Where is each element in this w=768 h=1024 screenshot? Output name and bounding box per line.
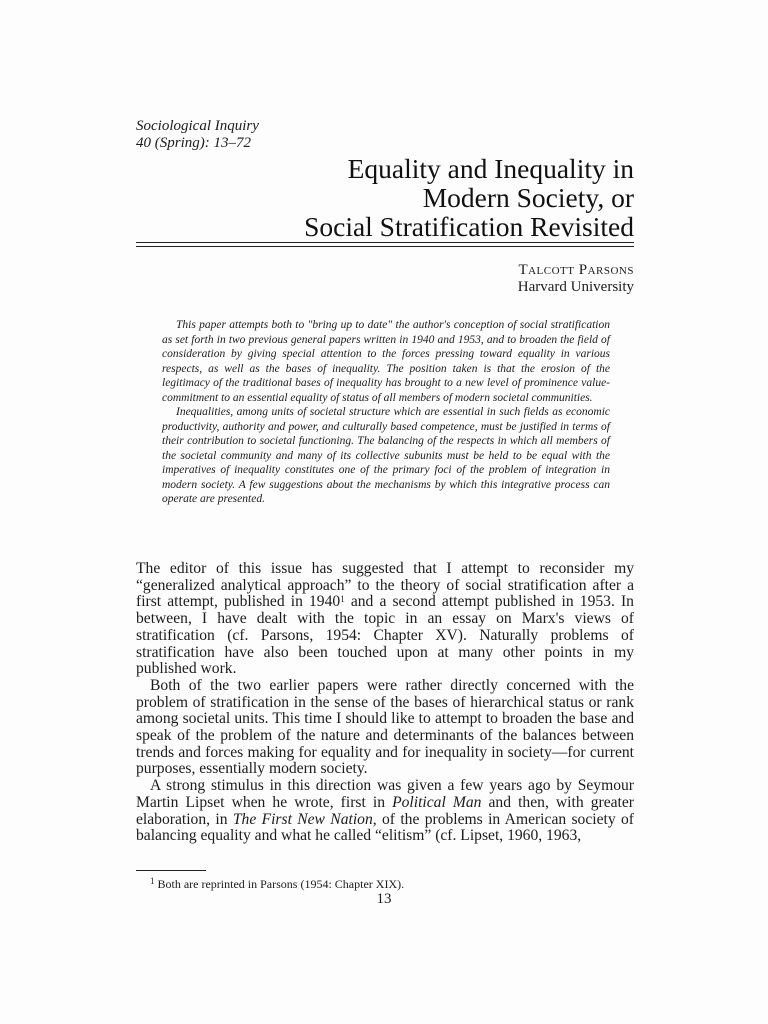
abstract bbox=[162, 318, 610, 507]
body-text-run: The editor of this issue has suggested that I attempt to reconsider my “generalized analytical approach” to the theory of social stratification after a first attempt, published in 1940 bbox=[136, 560, 634, 611]
journal-name: Sociological Inquiry bbox=[136, 118, 259, 134]
author-name: Talcott Parsons bbox=[518, 262, 634, 278]
book-title: The First New Nation, bbox=[232, 810, 377, 828]
body-text-run: and then, with greater elaboration, in bbox=[136, 793, 634, 828]
abstract-paragraph: Inequalities, among units of societal structure which are essential in such fields as economic productivity, authority and power, and culturally based competence, must be justified in terms of their contribution to societal functioning. The balancing of the respects in which all members of the societal community and many of its collective subunits must be held to be equal with the imperatives of inequality constitutes one of the primary foci of the problem of integration in modern society. A few suggestions about the mechanisms by which this integrative process can operate are presented. bbox=[162, 406, 610, 505]
title-line: Modern Society, or bbox=[422, 182, 634, 213]
body-paragraph bbox=[136, 561, 634, 678]
page-number: 13 bbox=[376, 891, 392, 907]
title-rule-bottom bbox=[136, 246, 634, 247]
book-title: Political Man bbox=[392, 793, 482, 811]
body-text bbox=[136, 561, 634, 845]
journal-citation bbox=[136, 118, 259, 152]
author-block bbox=[518, 262, 634, 296]
footnote-mark: 1 bbox=[150, 876, 155, 886]
title-line: Equality and Inequality in bbox=[347, 153, 634, 184]
body-text-run: and a second attempt published in 1953. In between, I have dealt with the topic in an essay on Marx's views of stratification (cf. Parsons, 1954: Chapter XV). Naturally problems of stratification have also been touched upon at many other points in my published work. bbox=[136, 593, 634, 678]
title-rule-top bbox=[136, 242, 634, 243]
body-text-run: A strong stimulus in this direction was given a few years ago by Seymour Martin Lipset when he wrote, first in bbox=[136, 777, 634, 811]
footnote-rule bbox=[136, 870, 206, 871]
footnote-reference: 1 bbox=[340, 594, 345, 605]
footnote bbox=[150, 877, 404, 891]
title-line: Social Stratification Revisited bbox=[304, 211, 634, 242]
journal-volume-pages: 40 (Spring): 13–72 bbox=[136, 135, 251, 151]
body-paragraph: Both of the two earlier papers were rather directly concerned with the problem of stratification in the sense of the bases of hierarchical status or rank among societal units. This time I should like to attempt to broaden the base and speak of the problem of the nature and determinants of the balances between trends and forces making for equality and for inequality in society—for current purposes, essentially modern society. bbox=[136, 676, 634, 778]
abstract-paragraph: This paper attempts both to "bring up to date" the author's conception of social stratification as set forth in two previous general papers written in 1940 and 1953, and to broaden the field of consideration by giving special attention to the forces pressing toward equality in various respects, as well as the bases of inequality. The position taken is that the erosion of the legitimacy of the traditional bases of inequality has brought to a new level of prominence value-commitment to an essential equality of status of all members of modern societal communities. bbox=[162, 319, 610, 404]
article-title bbox=[114, 154, 634, 241]
body-paragraph bbox=[136, 778, 634, 845]
body-text-run: of the problems in American society of balancing equality and what he called “elitism” (cf. Lipset, 1960, 1963, bbox=[136, 810, 634, 845]
author-affiliation: Harvard University bbox=[517, 279, 634, 295]
footnote-text: Both are reprinted in Parsons (1954: Chapter XIX). bbox=[154, 877, 405, 891]
